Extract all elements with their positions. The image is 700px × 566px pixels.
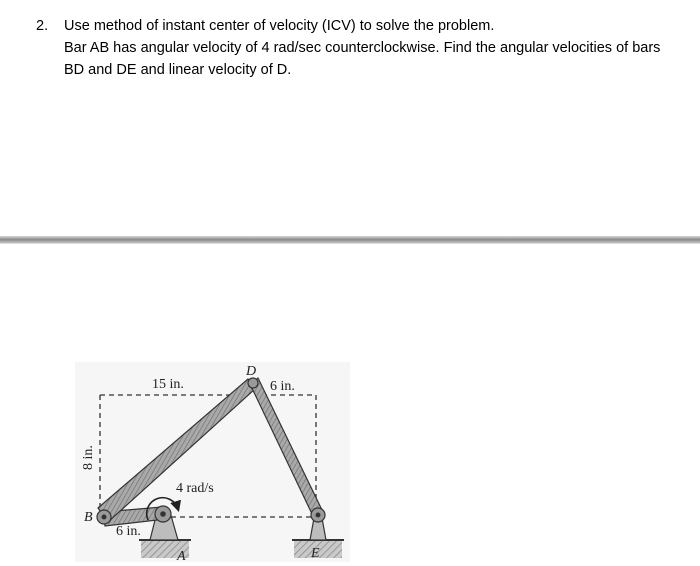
- dimension-label-6in-bottom: 6 in.: [116, 524, 141, 539]
- problem-title: Use method of instant center of velocity (ICV) to solve the problem.: [64, 18, 495, 34]
- point-label-B: B: [84, 510, 93, 525]
- problem-line-1: Bar AB has angular velocity of 4 rad/sec counterclockwise. Find the angular velocities of bars: [64, 40, 661, 56]
- joint-D: [248, 378, 258, 388]
- point-label-A: A: [177, 549, 186, 564]
- dimension-label-15in: 15 in.: [152, 377, 184, 392]
- dimension-label-8in: 8 in.: [81, 445, 96, 470]
- dimension-label-6in-top: 6 in.: [270, 379, 295, 394]
- angular-velocity-label: 4 rad/s: [176, 481, 214, 496]
- problem-line-2: BD and DE and linear velocity of D.: [64, 62, 292, 78]
- point-label-D: D: [246, 364, 257, 379]
- problem-number: 2.: [36, 18, 49, 34]
- point-label-E: E: [311, 546, 320, 561]
